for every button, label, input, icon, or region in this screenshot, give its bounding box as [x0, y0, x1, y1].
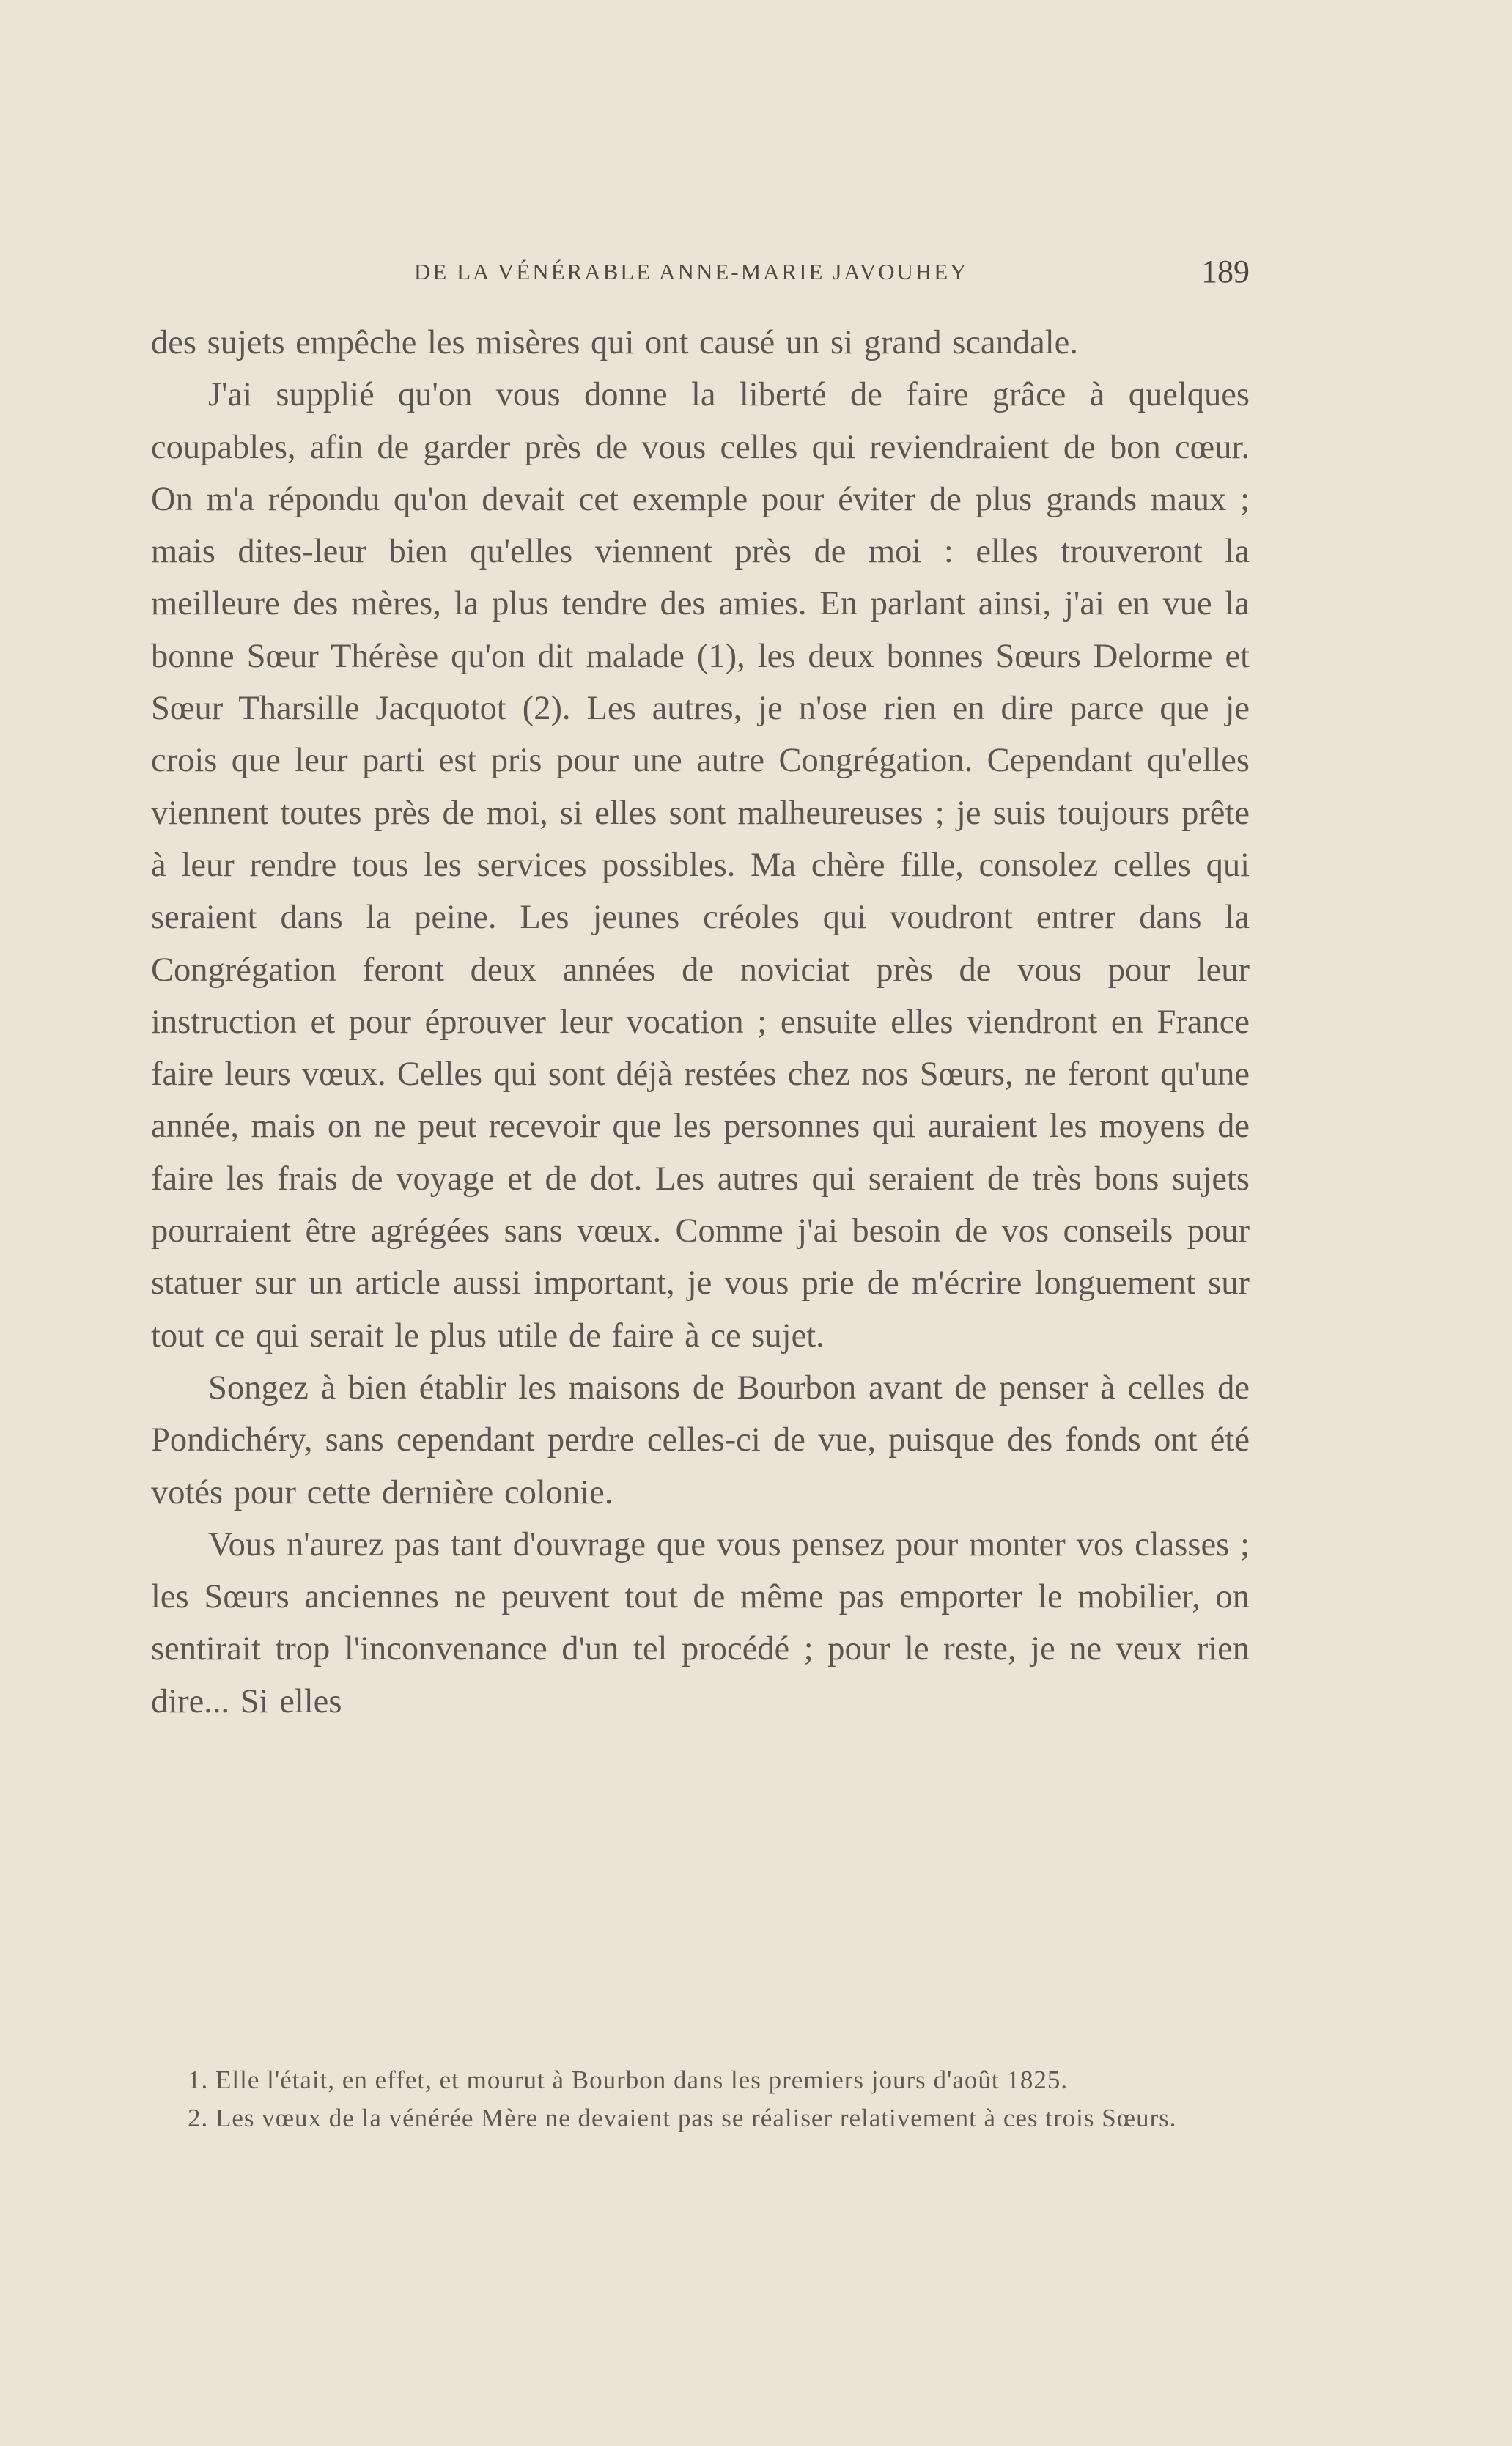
page-header	[154, 253, 1250, 290]
page-number: 189	[1201, 254, 1250, 290]
running-title: DE LA VÉNÉRABLE ANNE-MARIE JAVOUHEY	[414, 259, 969, 284]
footnote-1: 1. Elle l'était, en effet, et mourut à Bourbon dans les premiers jours d'août 1825.	[188, 2066, 1069, 2094]
footnote-2: 2. Les vœux de la vénérée Mère ne devaient pas se réaliser relativement à ces trois Sœurs.	[188, 2103, 1177, 2132]
paragraph: Vous n'aurez pas tant d'ouvrage que vous pensez pour monter vos classes ; les Sœurs anciennes ne peuvent tout de même pas emporter le mobilier, on sentirait trop l'inconvenance d'un tel procédé ; pour le reste, je ne veux rien dire... Si elles	[151, 1525, 1250, 1720]
paragraph: des sujets empêche les misères qui ont causé un si grand scandale.	[151, 324, 1078, 361]
paragraph: J'ai supplié qu'on vous donne la liberté de faire grâce à quelques coupables, afin de garder près de vous celles qui reviendraient de bon cœur. On m'a répondu qu'on devait cet exemple pour éviter de plus grands maux ; mais dites-leur bien qu'elles viennent près de moi : elles trouveront la meilleure des mères, la plus tendre des amies. En parlant ainsi, j'ai en vue la bonne Sœur Thérèse qu'on dit malade (1), les deux bonnes Sœurs Delorme et Sœur Tharsille Jacquotot (2). Les autres, je n'ose rien en dire parce que je crois que leur parti est pris pour une autre Congrégation. Cependant qu'elles viennent toutes près de moi, si elles sont malheureuses ; je suis toujours prête à leur rendre tous les services possibles. Ma chère fille, consolez celles qui seraient dans la peine. Les jeunes créoles qui voudront entrer dans la Congrégation feront deux années de noviciat près de vous pour leur instruction et pour éprouver leur vocation ; ensuite elles viendront en France faire leurs vœux. Celles qui sont déjà restées chez nos Sœurs, ne feront qu'une année, mais on ne peut recevoir que les personnes qui auraient les moyens de faire les frais de voyage et de dot. Les autres qui seraient de très bons sujets pourraient être agrégées sans vœux. Comme j'ai besoin de vos conseils pour statuer sur un article aussi important, je vous prie de m'écrire longuement sur tout ce qui serait le plus utile de faire à ce sujet.	[151, 376, 1250, 1355]
paragraph: Songez à bien établir les maisons de Bourbon avant de penser à celles de Pondichéry, sans cependant perdre celles-ci de vue, puisque des fonds ont été votés pour cette dernière colonie.	[151, 1368, 1250, 1511]
footnotes	[151, 2061, 1250, 2137]
body-text	[151, 317, 1250, 1728]
